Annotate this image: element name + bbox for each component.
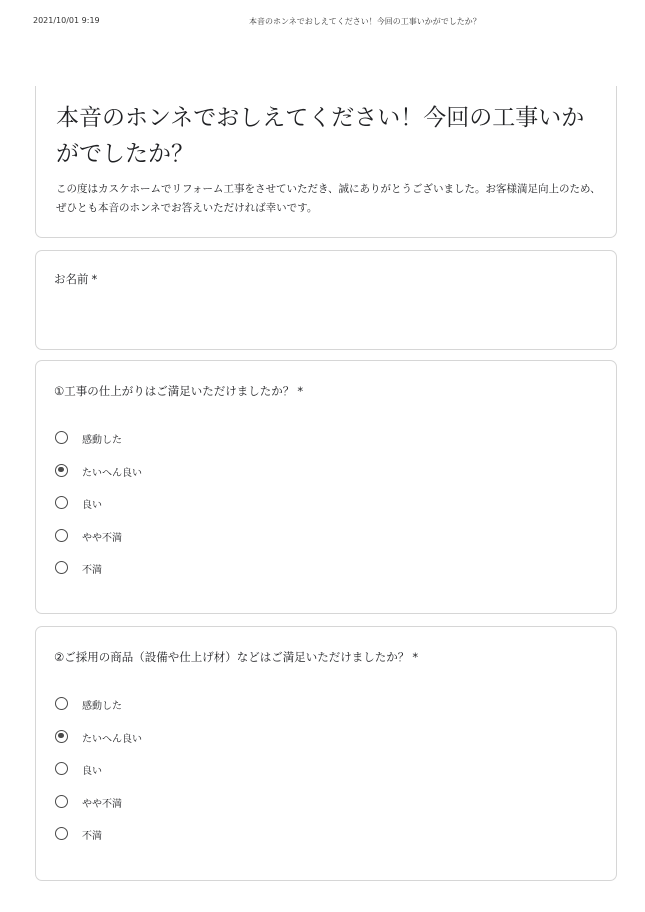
radio-button[interactable] [55,496,68,509]
radio-option[interactable] [55,429,355,449]
radio-option-label: やや不満 [82,532,122,544]
radio-option-label: 良い [82,766,102,777]
required-asterisk: * [297,384,304,398]
print-page-title: 本音のホンネでおしえてください！今回の工事いかがでしたか？ [249,17,481,26]
question-label: ②ご採用の商品（設備や仕上げ材）などはご満足いただけましたか？ * [54,650,419,664]
required-asterisk: * [412,650,419,664]
radio-option-label: たいへん良い [82,467,142,479]
question-card-name [35,250,617,350]
radio-option[interactable] [55,728,355,748]
radio-option[interactable] [55,825,355,845]
radio-option-label: 良い [82,500,102,511]
question-card-products [35,626,617,881]
radio-option[interactable] [55,527,355,547]
form-title: 本音のホンネでおしえてください！今回の工事いかがでしたか？ [56,105,585,167]
radio-option[interactable] [55,793,355,813]
radio-option-label: 不満 [82,565,102,576]
radio-option-label: 感動した [82,701,122,712]
radio-option[interactable] [55,559,355,579]
radio-button[interactable] [55,431,68,444]
radio-option-label: 感動した [82,435,122,446]
required-asterisk: * [91,272,98,286]
radio-option-label: たいへん良い [82,733,142,745]
print-header [0,16,645,30]
radio-button[interactable] [55,827,68,840]
radio-button-selected[interactable] [55,464,68,477]
form-description: この度はカスケホームでリフォーム工事をさせていただき、誠にありがとうございました。お客様満足向上のため、ぜひとも本音のホンネでお答えいただければ幸いです。 [56,183,601,214]
radio-button[interactable] [55,529,68,542]
form-header-card [35,86,617,238]
radio-option-label: 不満 [82,831,102,842]
radio-button[interactable] [55,795,68,808]
question-card-finish [35,360,617,614]
radio-option-label: やや不満 [82,798,122,810]
radio-button[interactable] [55,561,68,574]
radio-option[interactable] [55,462,355,482]
radio-option[interactable] [55,760,355,780]
radio-option[interactable] [55,695,355,715]
radio-button-selected[interactable] [55,730,68,743]
question-label: ①工事の仕上がりはご満足いただけましたか？ * [54,384,304,398]
print-date: 2021/10/01 9:19 [33,16,100,25]
radio-button[interactable] [55,697,68,710]
radio-button[interactable] [55,762,68,775]
question-label: お名前 * [54,272,98,286]
radio-option[interactable] [55,494,355,514]
